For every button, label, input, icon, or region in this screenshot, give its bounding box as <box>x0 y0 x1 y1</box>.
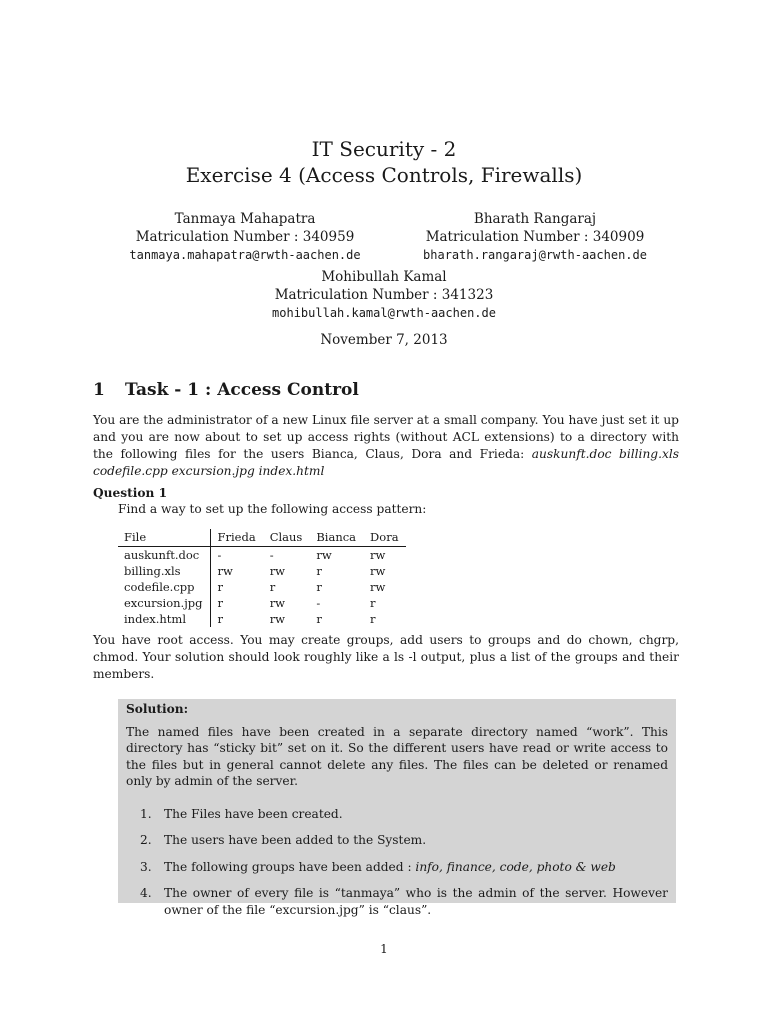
author-email: bharath.rangaraj@rwth-aachen.de <box>423 248 647 262</box>
table-cell: rw <box>269 596 286 610</box>
table-header-row <box>118 529 406 547</box>
table-cell: r <box>269 580 276 594</box>
table-cell: r <box>370 612 376 626</box>
section-heading <box>93 380 359 400</box>
list-item <box>126 806 668 823</box>
table-cell: rw <box>217 564 233 578</box>
table-cell: rw <box>370 564 386 578</box>
item-number: 4. <box>140 886 152 900</box>
table-row <box>118 579 406 595</box>
title-line-1: IT Security - 2 <box>311 137 457 161</box>
table-cell: rw <box>269 612 286 626</box>
table-cell: auskunft.doc <box>118 547 210 564</box>
section-title: Task - 1 : Access Control <box>125 380 359 400</box>
list-item <box>126 832 668 849</box>
table-cell: r <box>217 580 223 594</box>
author-name: Tanmaya Mahapatra <box>174 211 316 227</box>
question-label: Question 1 <box>93 486 168 500</box>
author-matriculation: Matriculation Number : 340909 <box>425 229 645 245</box>
table-cell: rw <box>370 580 386 594</box>
table-cell: rw <box>269 564 286 578</box>
author-1 <box>95 210 395 264</box>
group-names: info, finance, code, photo & web <box>415 859 616 874</box>
table-cell: codefile.cpp <box>118 579 210 595</box>
table-cell: excursion.jpg <box>118 595 210 611</box>
item-text: The users have been added to the System. <box>164 833 427 847</box>
item-text: The Files have been created. <box>164 806 343 821</box>
table-row <box>118 611 406 627</box>
table-cell: - <box>269 548 274 562</box>
table-row <box>118 547 406 564</box>
solution-heading: Solution: <box>126 702 189 716</box>
solution-box <box>118 699 676 917</box>
table-cell: r <box>217 612 223 626</box>
solution-body: The named files have been created in a separate directory named “work”. This directory has “sticky bit” set on it. So the different users have read or write access to the files but in general cannot delete any files. The files can be deleted or renamed only by admin of the server. <box>126 724 668 788</box>
author-name: Mohibullah Kamal <box>321 269 447 285</box>
question-text: Find a way to set up the following access pattern: <box>118 502 427 516</box>
table-row <box>118 563 406 579</box>
table-header: File <box>118 529 210 547</box>
table-cell: r <box>316 612 322 626</box>
access-pattern-table <box>118 529 406 627</box>
item-text: The following groups have been added : <box>164 859 416 874</box>
author-3 <box>234 268 534 322</box>
table-cell: rw <box>370 548 386 562</box>
table-header: Claus <box>263 529 310 547</box>
author-name: Bharath Rangaraj <box>473 211 597 227</box>
author-email: mohibullah.kamal@rwth-aachen.de <box>272 306 496 320</box>
author-email: tanmaya.mahapatra@rwth-aachen.de <box>129 248 361 262</box>
list-item <box>126 859 668 876</box>
table-cell: r <box>316 564 322 578</box>
document-date: November 7, 2013 <box>320 332 448 348</box>
intro-paragraph <box>93 412 679 480</box>
table-cell: r <box>316 580 322 594</box>
document-title <box>0 136 768 188</box>
section-number: 1 <box>93 380 105 400</box>
table-cell: rw <box>316 548 332 562</box>
intro-text: You are the administrator of a new Linux file server at a small company. You have just set it up and you are now about to set up access rights (without ACL extensions) to a directory with the following files for the users Bianca, Claus, Dora and Frieda: <box>93 413 679 461</box>
table-header: Dora <box>363 529 406 547</box>
table-header: Frieda <box>210 529 263 547</box>
table-row <box>118 595 406 611</box>
item-number: 3. <box>140 859 152 874</box>
item-number: 2. <box>140 833 152 847</box>
instructions-paragraph: You have root access. You may create groups, add users to groups and do chown, chgrp, chmod. Your solution should look roughly like a ls -l output, plus a list of the groups and their members. <box>93 633 679 681</box>
table-cell: - <box>217 548 222 562</box>
table-header: Bianca <box>309 529 363 547</box>
item-number: 1. <box>140 806 152 821</box>
solution-steps <box>126 806 668 919</box>
page-number: 1 <box>380 942 388 956</box>
list-item <box>126 885 668 918</box>
table-cell: r <box>370 596 376 610</box>
item-text: The owner of every file is “tanmaya” who is the admin of the server. However owner of the file “excursion.jpg” is “claus”. <box>164 886 668 917</box>
table-cell: billing.xls <box>118 563 210 579</box>
table-cell: - <box>316 596 321 610</box>
author-matriculation: Matriculation Number : 340959 <box>135 229 355 245</box>
title-line-2: Exercise 4 (Access Controls, Firewalls) <box>185 163 583 187</box>
file-list: auskunft.doc billing.xls codefile.cpp excursion.jpg index.html <box>93 447 679 478</box>
author-2 <box>385 210 685 264</box>
table-cell: r <box>217 596 223 610</box>
table-cell: index.html <box>118 611 210 627</box>
author-matriculation: Matriculation Number : 341323 <box>274 287 494 303</box>
